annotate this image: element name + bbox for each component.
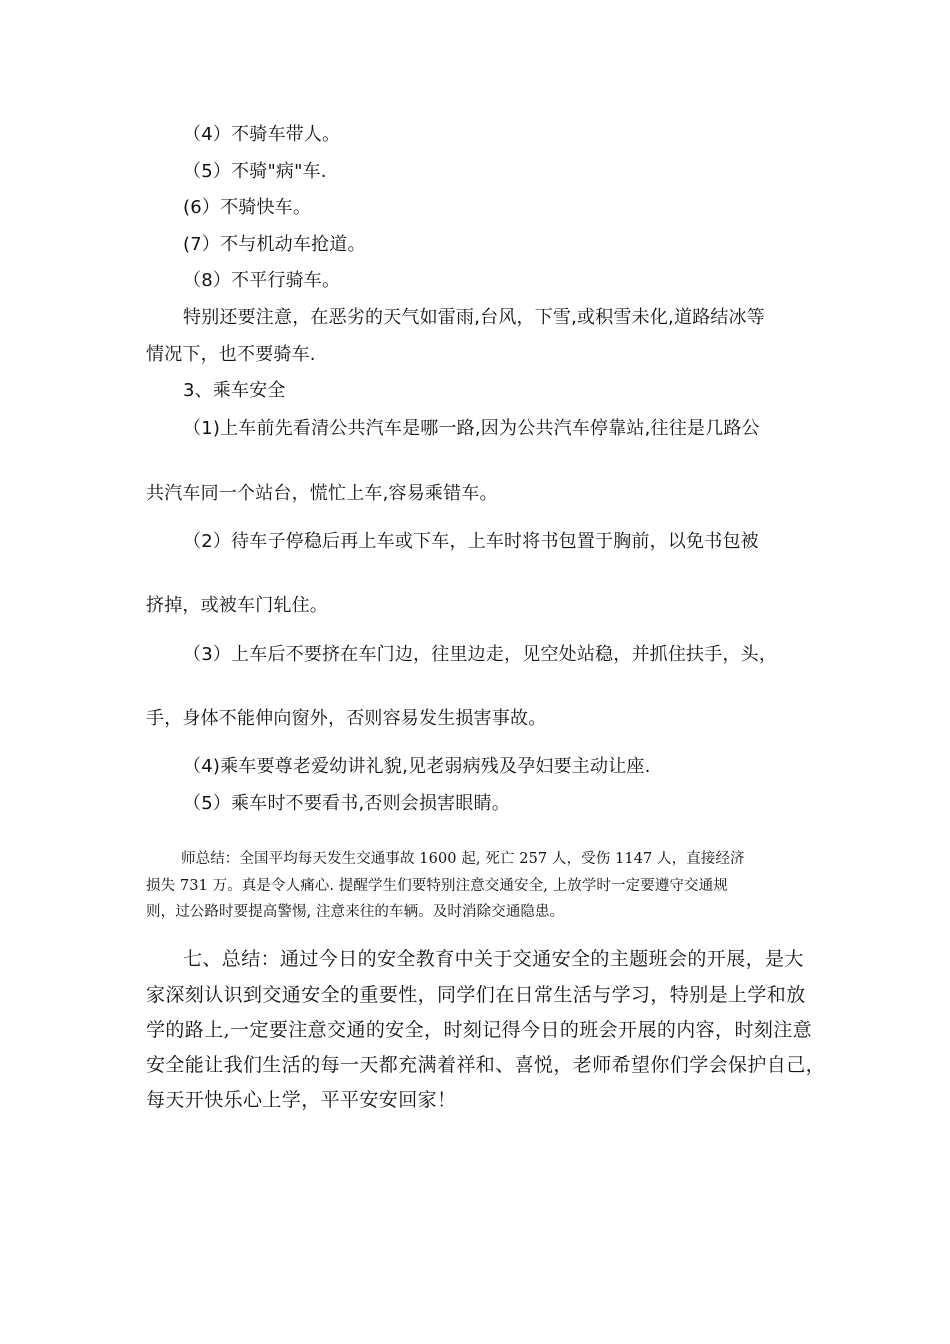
paragraph-line: （5）乘车时不要看书,否则会损害眼睛。 (183, 793, 510, 814)
paragraph-line: 手，身体不能伸向窗外，否则容易发生损害事故。 (146, 708, 547, 729)
teacher-summary-line: 损失 731 万。真是令人痛心. 提醒学生们要特别注意交通安全, 上放学时一定要遵守交通规 (146, 878, 728, 894)
list-item: （4）不骑车带人。 (183, 124, 341, 145)
paragraph-line: 共汽车同一个站台，慌忙上车,容易乘错车。 (146, 483, 498, 504)
conclusion-line: 安全能让我们生活的每一天都充满着祥和、喜悦，老师希望你们学会保护自己， (146, 1054, 826, 1076)
weather-note-line: 特别还要注意，在恶劣的天气如雷雨,台风，下雪,或积雪未化,道路结冰等 (183, 307, 765, 328)
paragraph-line: （4)乘车要尊老爱幼讲礼貌,见老弱病残及孕妇要主动让座. (183, 756, 651, 777)
list-item: (6）不骑快车。 (183, 197, 312, 218)
paragraph-line: 挤掉，或被车门轧住。 (146, 595, 328, 616)
list-item: （8）不平行骑车。 (183, 270, 341, 291)
conclusion-line: 七、总结：通过今日的安全教育中关于交通安全的主题班会的开展，是大 (183, 948, 804, 970)
paragraph-line: （2）待车子停稳后再上车或下车，上车时将书包置于胸前，以免书包被 (183, 531, 759, 552)
conclusion-line: 每天开快乐心上学，平平安安回家！ (146, 1089, 457, 1111)
teacher-summary-line: 师总结：全国平均每天发生交通事故 1600 起, 死亡 257 人，受伤 1147 人，直接经济 (181, 851, 745, 867)
list-item: (7）不与机动车抢道。 (183, 234, 366, 255)
paragraph-line: （3）上车后不要挤在车门边，往里边走，见空处站稳，并抓住扶手，头， (183, 644, 778, 665)
section-heading: 3、乘车安全 (183, 380, 286, 401)
paragraph-line: （1)上车前先看清公共汽车是哪一路,因为公共汽车停靠站,往往是几路公 (183, 418, 760, 439)
list-item: （5）不骑"病"车. (183, 161, 327, 182)
weather-note-line: 情况下，也不要骑车. (146, 344, 316, 365)
conclusion-line: 学的路上,一定要注意交通的安全，时刻记得今日的班会开展的内容，时刻注意 (146, 1019, 813, 1041)
conclusion-line: 家深刻认识到交通安全的重要性，同学们在日常生活与学习，特别是上学和放 (146, 984, 806, 1006)
teacher-summary-line: 则，过公路时要提高警惕, 注意来往的车辆。及时消除交通隐患。 (146, 904, 565, 920)
